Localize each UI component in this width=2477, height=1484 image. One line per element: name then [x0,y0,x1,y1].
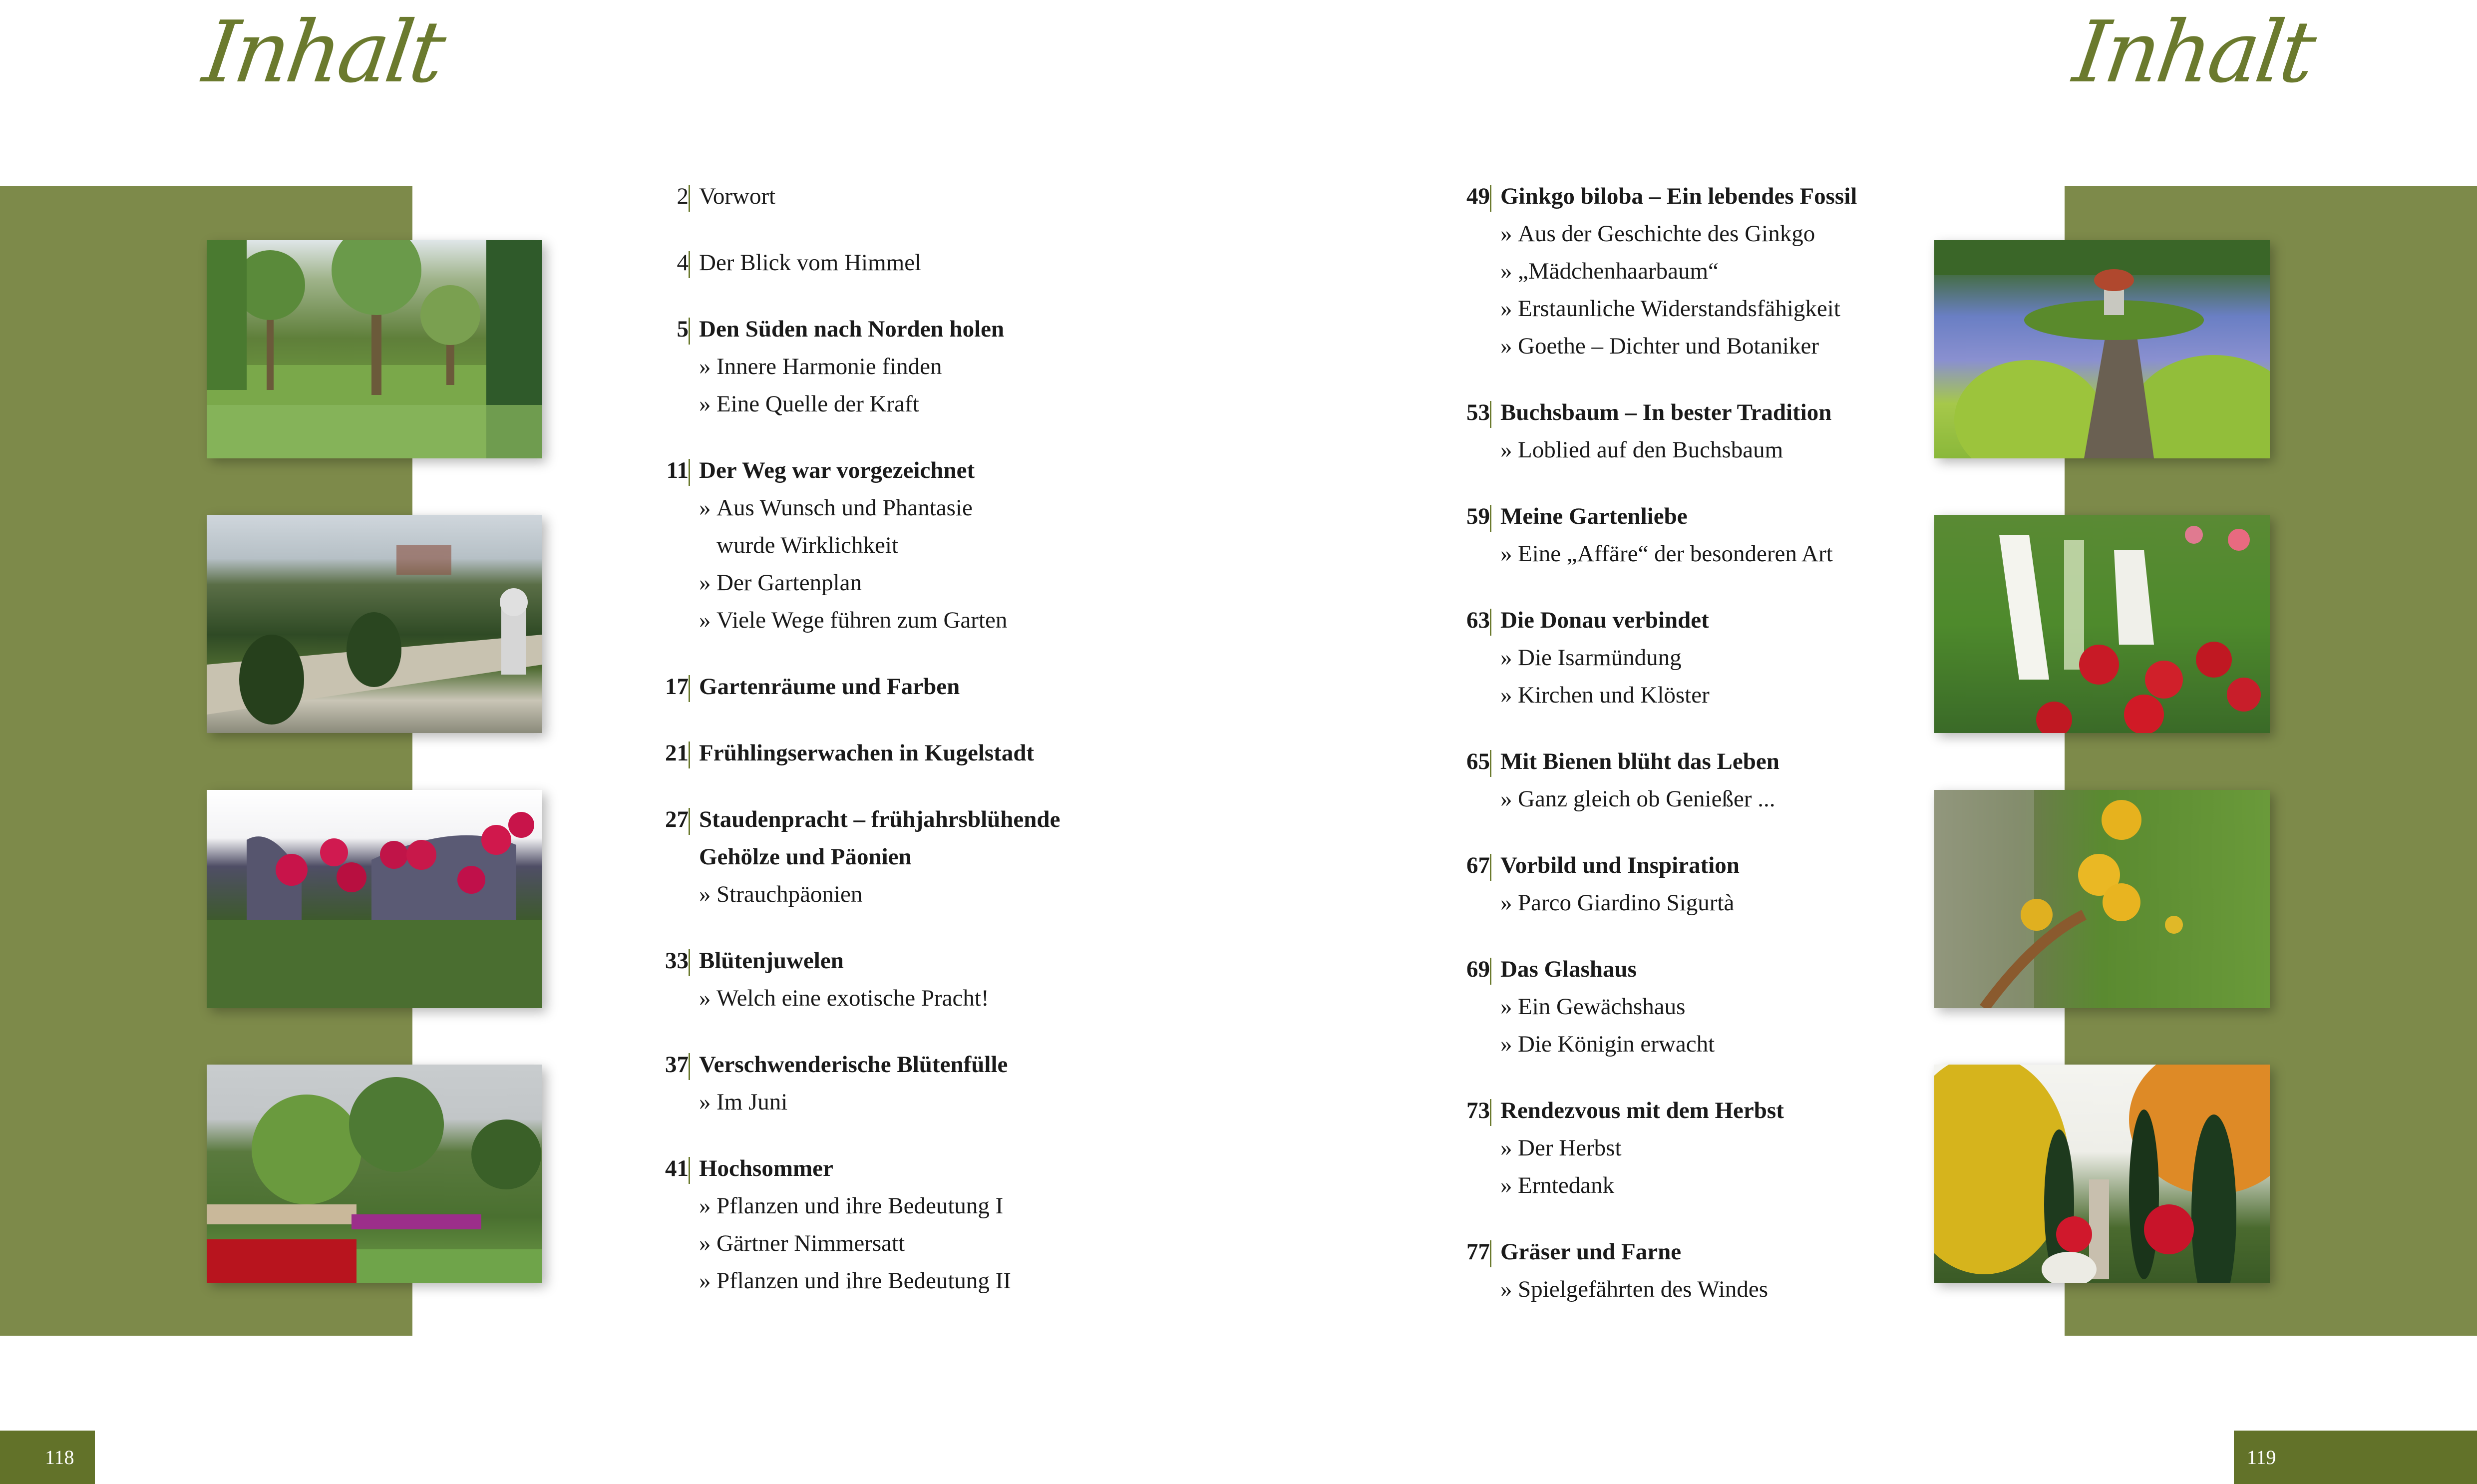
toc-subsection[interactable] [1500,780,1857,818]
toc-entry[interactable] [1466,1233,1857,1308]
toc-entry[interactable] [665,1046,1060,1121]
delphinium-photo [1934,515,2270,733]
toc-subsection-label: Aus Wunsch und Phantasie [716,495,973,521]
toc-page-number: 4 [677,250,689,276]
toc-divider-bar [1490,750,1491,777]
subsection-marker-icon: » [1500,645,1512,671]
subsection-marker-icon: » [699,1230,711,1256]
toc-subsection[interactable] [1500,639,1857,677]
subsection-marker-icon: » [699,1089,711,1115]
subsection-marker-icon: » [699,570,711,596]
toc-divider-bar [689,742,690,768]
toc-heading-row[interactable] [665,735,1060,772]
toc-subsection-label: Strauchpäonien [716,881,863,907]
toc-entry[interactable] [1466,498,1857,573]
toc-entry[interactable] [665,735,1060,772]
toc-subsection[interactable] [1500,290,1857,328]
toc-chapter-title[interactable]: Blütenjuwelen [699,948,844,974]
toc-subsection[interactable] [699,980,1060,1017]
toc-heading-row[interactable] [665,668,1060,706]
toc-entry[interactable] [665,942,1060,1017]
subsection-marker-icon: » [1500,994,1512,1020]
toc-divider-bar [689,675,690,702]
boxwood-parterre-photo [207,515,542,733]
toc-heading-row[interactable] [1466,394,1857,431]
toc-heading-row[interactable] [677,244,1060,282]
toc-divider-bar [689,251,690,278]
subsection-marker-icon: » [1500,333,1512,359]
subsection-marker-icon: » [699,495,711,521]
toc-heading-row[interactable] [665,942,1060,980]
subsection-marker-icon: » [1500,1172,1512,1198]
toc-divider-bar [1490,854,1491,881]
toc-chapter-title[interactable]: Die Donau verbindet [1500,607,1709,633]
subsection-marker-icon: » [1500,221,1512,247]
toc-entry[interactable] [1466,394,1857,469]
toc-chapter-title[interactable]: Hochsommer [699,1155,833,1181]
toc-divider-bar [1490,505,1491,532]
toc-divider-bar [689,808,690,835]
toc-subsection[interactable] [1500,215,1857,253]
toc-divider-bar [689,1053,690,1080]
subsection-marker-icon: » [1500,258,1512,284]
toc-divider-bar [689,459,690,486]
toc-chapter-title[interactable]: Rendezvous mit dem Herbst [1500,1098,1784,1123]
toc-page-number: 27 [665,806,689,832]
subsection-marker-icon: » [1500,437,1512,463]
toc-heading-row[interactable] [1466,847,1857,884]
peony-photo [207,790,542,1008]
toc-subsection[interactable] [699,876,1060,913]
toc-subsection[interactable] [699,1262,1060,1300]
subsection-marker-icon: » [1500,682,1512,708]
toc-divider-bar [689,318,690,345]
toc-entry[interactable] [677,178,1060,215]
toc-subsection-label: Gärtner Nimmersatt [716,1230,905,1256]
toc-subsection-label: Eine Quelle der Kraft [716,391,919,417]
subsection-marker-icon: » [699,881,711,907]
toc-subsection[interactable] [699,1084,1060,1121]
toc-chapter-title[interactable]: Gartenräume und Farben [699,674,960,700]
subsection-marker-icon: » [699,1268,711,1294]
toc-entry[interactable] [1466,951,1857,1063]
toc-subsection-label: Innere Harmonie finden [716,354,942,379]
toc-right [1466,178,1857,1337]
subsection-marker-icon: » [1500,296,1512,322]
toc-heading-row[interactable] [1466,498,1857,535]
toc-subsection-label: Kirchen und Klöster [1518,682,1710,708]
toc-page-number: 65 [1466,748,1490,774]
summer-border-photo [207,1065,542,1283]
toc-subsection-label: Aus der Geschichte des Ginkgo [1518,221,1815,247]
toc-subsection-label: Pflanzen und ihre Bedeutung II [716,1268,1011,1294]
toc-subsection[interactable] [699,602,1060,639]
toc-subsection-label: Spielgefährten des Windes [1518,1276,1769,1302]
toc-chapter-title[interactable]: Der Blick vom Himmel [699,250,922,276]
page-title: Inhalt [198,3,449,102]
toc-page-number: 41 [665,1155,689,1181]
toc-subsection-label: Parco Giardino Sigurtà [1518,890,1735,916]
toc-chapter-title[interactable]: Gräser und Farne [1500,1239,1682,1265]
toc-subsection[interactable] [1500,988,1857,1026]
toc-page-number: 33 [665,948,689,974]
toc-heading-row[interactable] [1466,743,1857,780]
toc-chapter-title[interactable]: Das Glashaus [1500,956,1637,982]
toc-subsection-label: Welch eine exotische Pracht! [716,985,989,1011]
subsection-marker-icon: » [1500,1276,1512,1302]
left-page [0,0,1238,1484]
toc-subsection[interactable] [1500,535,1857,573]
toc-heading-row[interactable] [1466,1092,1857,1129]
subsection-marker-icon: » [699,985,711,1011]
toc-page-number: 11 [666,457,689,483]
toc-subsection-label: Loblied auf den Buchsbaum [1518,437,1783,463]
citrus-photo [1934,790,2270,1008]
toc-heading-row[interactable] [1466,178,1857,215]
toc-subsection-label: Erstaunliche Widerstandsfähigkeit [1518,296,1840,322]
toc-entry[interactable] [665,668,1060,706]
toc-page-number: 2 [677,183,689,209]
toc-subsection-label: Die Königin erwacht [1518,1031,1715,1057]
toc-subsection-continued [699,527,1060,564]
toc-chapter-title[interactable]: Mit Bienen blüht das Leben [1500,748,1779,774]
toc-subsection-label: Pflanzen und ihre Bedeutung I [716,1193,1004,1219]
toc-subsection[interactable] [1500,1271,1857,1308]
toc-heading-row[interactable] [1466,951,1857,988]
toc-divider-bar [1490,609,1491,636]
subsection-marker-icon: » [699,354,711,379]
toc-chapter-title[interactable]: Der Weg war vorgezeichnet [699,457,975,483]
toc-entry[interactable] [1466,178,1857,365]
toc-divider-bar [689,1157,690,1184]
subsection-marker-icon: » [1500,890,1512,916]
subsection-marker-icon: » [1500,1031,1512,1057]
toc-chapter-title[interactable]: Vorwort [699,183,776,209]
toc-chapter-title[interactable]: Verschwenderische Blütenfülle [699,1052,1008,1078]
toc-subsection-label: Der Herbst [1518,1135,1622,1161]
page-number [0,1431,95,1484]
toc-page-number: 21 [665,740,689,766]
toc-subsection[interactable] [1500,1026,1857,1063]
toc-left [665,178,1061,1329]
toc-subsection-label: wurde Wirklichkeit [716,532,898,558]
toc-chapter-title[interactable]: Den Süden nach Norden holen [699,316,1005,342]
toc-heading-row[interactable] [665,1046,1060,1084]
toc-entry[interactable] [1466,602,1857,714]
lavender-garden-photo [1934,240,2270,458]
toc-entry[interactable] [1466,743,1857,818]
toc-page-number: 73 [1466,1098,1490,1123]
toc-divider-bar [689,949,690,976]
toc-chapter-title-continued[interactable]: Gehölze und Päonien [699,844,912,870]
subsection-marker-icon: » [1500,1135,1512,1161]
toc-entry[interactable] [665,1150,1060,1300]
toc-subsection-label: Ein Gewächshaus [1518,994,1686,1020]
palm-garden-photo [207,240,542,458]
toc-heading-row[interactable] [677,178,1060,215]
toc-subsection-label: „Mädchenhaarbaum“ [1518,258,1719,284]
toc-heading-row[interactable] [677,311,1060,348]
toc-heading-row[interactable] [666,452,1060,489]
toc-chapter-title[interactable]: Ginkgo biloba – Ein lebendes Fossil [1500,183,1857,209]
right-page [1239,0,2477,1484]
toc-page-number: 63 [1466,607,1490,633]
toc-chapter-title[interactable]: Staudenpracht – frühjahrsblühende [699,806,1061,832]
toc-page-number: 59 [1466,503,1490,529]
toc-entry[interactable] [666,452,1060,639]
toc-subsection[interactable] [1500,1167,1857,1204]
toc-page-number: 77 [1466,1239,1490,1265]
subsection-marker-icon: » [1500,786,1512,812]
toc-subsection[interactable] [1500,253,1857,290]
toc-page-number: 69 [1466,956,1490,982]
toc-subsection-label: Erntedank [1518,1172,1615,1198]
toc-chapter-title[interactable]: Frühlingserwachen in Kugelstadt [699,740,1035,766]
subsection-marker-icon: » [699,607,711,633]
toc-subsection[interactable] [1500,677,1857,714]
toc-chapter-title[interactable]: Vorbild und Inspiration [1500,852,1740,878]
toc-subsection[interactable] [1500,328,1857,365]
toc-subsection-label: Der Gartenplan [716,570,862,596]
toc-page-number: 17 [665,674,689,700]
toc-page-number: 49 [1466,183,1490,209]
toc-heading-row[interactable] [665,801,1061,838]
toc-subsection[interactable] [699,564,1060,602]
toc-heading-row[interactable] [1466,602,1857,639]
page-title: Inhalt [2068,3,2319,102]
subsection-marker-icon: » [699,391,711,417]
toc-subsection[interactable] [699,489,1060,527]
toc-chapter-title[interactable]: Buchsbaum – In bester Tradition [1500,399,1832,425]
toc-divider-bar [1490,1240,1491,1267]
toc-page-number: 67 [1466,852,1490,878]
toc-page-number: 53 [1466,399,1490,425]
toc-subsection-label: Die Isarmündung [1518,645,1682,671]
subsection-marker-icon: » [1500,541,1512,567]
toc-subsection-label: Viele Wege führen zum Garten [716,607,1008,633]
page-number-label: 118 [45,1446,74,1469]
toc-entry[interactable] [1466,1092,1857,1204]
toc-subsection-label: Ganz gleich ob Genießer ... [1518,786,1775,812]
toc-entry[interactable] [1466,847,1857,922]
toc-entry[interactable] [677,311,1060,423]
toc-subsection-label: Eine „Affäre“ der besonderen Art [1518,541,1833,567]
toc-heading-row[interactable] [1466,1233,1857,1271]
toc-subsection-label: Im Juni [716,1089,788,1115]
toc-divider-bar [1490,185,1491,212]
toc-divider-bar [1490,401,1491,428]
toc-subsection[interactable] [1500,1129,1857,1167]
toc-subsection[interactable] [699,385,1060,423]
toc-entry[interactable] [677,244,1060,282]
toc-subsection[interactable] [699,1225,1060,1262]
toc-entry[interactable] [665,801,1061,913]
toc-subsection[interactable] [1500,884,1857,922]
toc-divider-bar [1490,958,1491,985]
toc-subsection[interactable] [1500,431,1857,469]
toc-chapter-title[interactable]: Meine Gartenliebe [1500,503,1688,529]
toc-divider-bar [689,185,690,212]
toc-subsection[interactable] [699,348,1060,385]
page-number [2234,1431,2477,1484]
toc-page-number: 37 [665,1052,689,1078]
toc-subsection-label: Goethe – Dichter und Botaniker [1518,333,1819,359]
autumn-garden-photo [1934,1065,2270,1283]
toc-divider-bar [1490,1099,1491,1126]
toc-page-number: 5 [677,316,689,342]
page-number-label: 119 [2247,1446,2276,1469]
toc-heading-row[interactable] [665,1150,1060,1187]
subsection-marker-icon: » [699,1193,711,1219]
toc-subsection[interactable] [699,1187,1060,1225]
